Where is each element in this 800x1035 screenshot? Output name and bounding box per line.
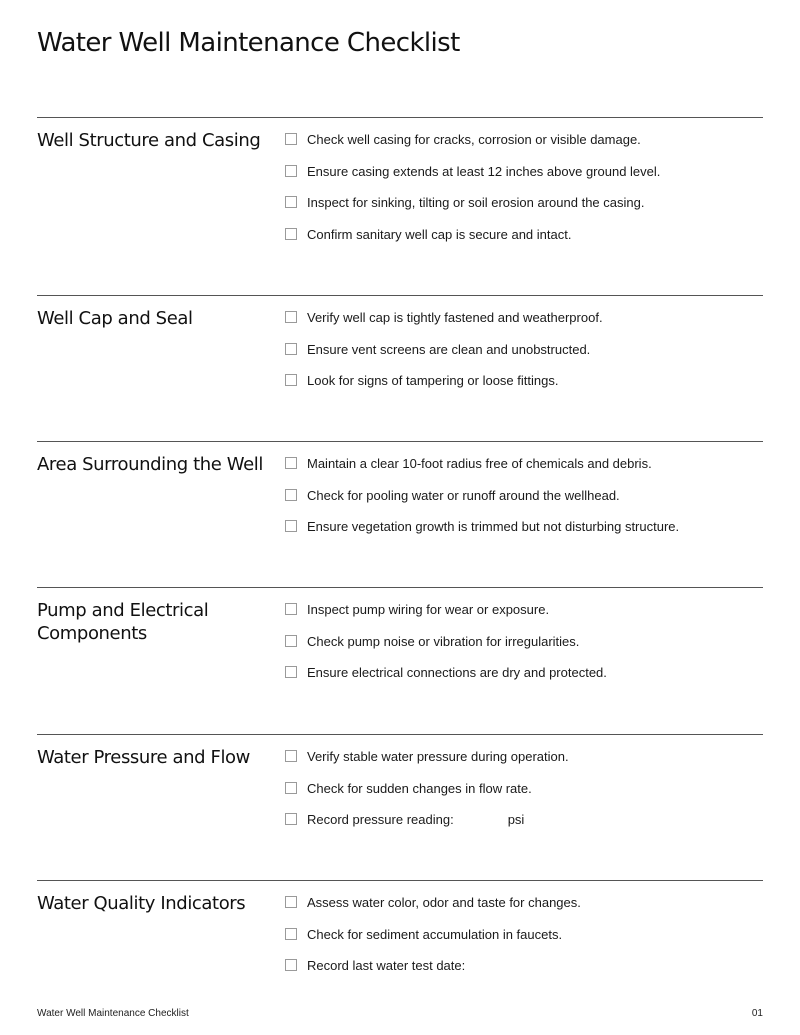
checklist-item: [285, 894, 763, 926]
item-label: Look for signs of tampering or loose fittings.: [307, 373, 559, 388]
checkbox[interactable]: [285, 928, 297, 940]
checklist-item: [285, 957, 763, 989]
checkbox[interactable]: [285, 520, 297, 532]
checkbox[interactable]: [285, 374, 297, 386]
item-label: Ensure casing extends at least 12 inches above ground level.: [307, 163, 661, 179]
checklist-item: [285, 926, 763, 958]
item-label: Check for sediment accumulation in faucets.: [307, 926, 563, 942]
section-pressure-flow: [37, 734, 763, 827]
checklist-item: [285, 131, 763, 163]
checkbox[interactable]: [285, 813, 297, 825]
checklist: [285, 601, 763, 696]
checklist-item: [285, 194, 763, 226]
checkbox[interactable]: [285, 666, 297, 678]
item-label: Maintain a clear 10-foot radius free of chemicals and debris.: [307, 456, 652, 471]
item-label: Inspect pump wiring for wear or exposure.: [307, 602, 550, 617]
section-surrounding-area: [37, 441, 763, 534]
checklist-item: [285, 748, 763, 780]
checklist-item: [285, 226, 763, 258]
section-heading: Well Cap and Seal: [37, 308, 193, 329]
checkbox[interactable]: [285, 343, 297, 355]
item-label: Inspect for sinking, tilting or soil erosion around the casing.: [307, 195, 645, 210]
checklist-item: [285, 341, 763, 373]
section-well-cap: [37, 295, 763, 388]
checklist: [285, 748, 763, 843]
item-label: Confirm sanitary well cap is secure and intact.: [307, 226, 572, 242]
checkbox[interactable]: [285, 311, 297, 323]
pressure-unit: psi: [507, 812, 525, 827]
item-label: Check for sudden changes in flow rate.: [307, 780, 532, 796]
checklist-item: [285, 601, 763, 633]
checkbox[interactable]: [285, 457, 297, 469]
checklist-item: [285, 372, 763, 404]
checklist: [285, 455, 763, 550]
checklist: [285, 131, 763, 257]
checkbox[interactable]: [285, 896, 297, 908]
page-title: Water Well Maintenance Checklist: [37, 28, 460, 58]
item-label: Check for pooling water or runoff around the wellhead.: [307, 487, 620, 503]
checklist-item: [285, 518, 763, 550]
item-label: Ensure vegetation growth is trimmed but not disturbing structure.: [307, 519, 680, 534]
section-pump-electrical: [37, 587, 763, 680]
checkbox[interactable]: [285, 603, 297, 615]
item-label: Record pressure reading:: [307, 812, 454, 827]
checklist-item: [285, 163, 763, 195]
checkbox[interactable]: [285, 165, 297, 177]
item-label: Check pump noise or vibration for irregularities.: [307, 633, 580, 649]
checkbox[interactable]: [285, 196, 297, 208]
section-heading: Water Quality Indicators: [37, 893, 246, 914]
checklist-item: [285, 455, 763, 487]
item-label: Check well casing for cracks, corrosion or visible damage.: [307, 132, 641, 147]
checklist: [285, 309, 763, 404]
checklist-item: [285, 309, 763, 341]
item-label: Verify stable water pressure during operation.: [307, 749, 569, 764]
checklist-item: [285, 633, 763, 665]
item-label: Record last water test date:: [307, 958, 466, 973]
checklist: [285, 894, 763, 989]
section-heading: Water Pressure and Flow: [37, 747, 250, 768]
section-heading: Well Structure and Casing: [37, 130, 261, 151]
section-well-structure: [37, 117, 763, 242]
checkbox[interactable]: [285, 959, 297, 971]
section-heading: Pump and Electrical Components: [37, 600, 209, 644]
section-heading: Area Surrounding the Well: [37, 454, 263, 475]
checklist-item: [285, 487, 763, 519]
page-number: 01: [751, 1008, 763, 1019]
checkbox[interactable]: [285, 782, 297, 794]
checklist-item: [285, 664, 763, 696]
checklist-item: [285, 811, 763, 843]
footer-title: Water Well Maintenance Checklist: [37, 1008, 189, 1019]
checkbox[interactable]: [285, 750, 297, 762]
item-label: Ensure vent screens are clean and unobstructed.: [307, 341, 591, 357]
checkbox[interactable]: [285, 635, 297, 647]
checklist-item: [285, 780, 763, 812]
checkbox[interactable]: [285, 133, 297, 145]
checkbox[interactable]: [285, 228, 297, 240]
item-label: Assess water color, odor and taste for changes.: [307, 895, 581, 910]
checkbox[interactable]: [285, 489, 297, 501]
item-label: Verify well cap is tightly fastened and weatherproof.: [307, 310, 603, 325]
item-label: Ensure electrical connections are dry and protected.: [307, 665, 607, 680]
section-water-quality: [37, 880, 763, 973]
